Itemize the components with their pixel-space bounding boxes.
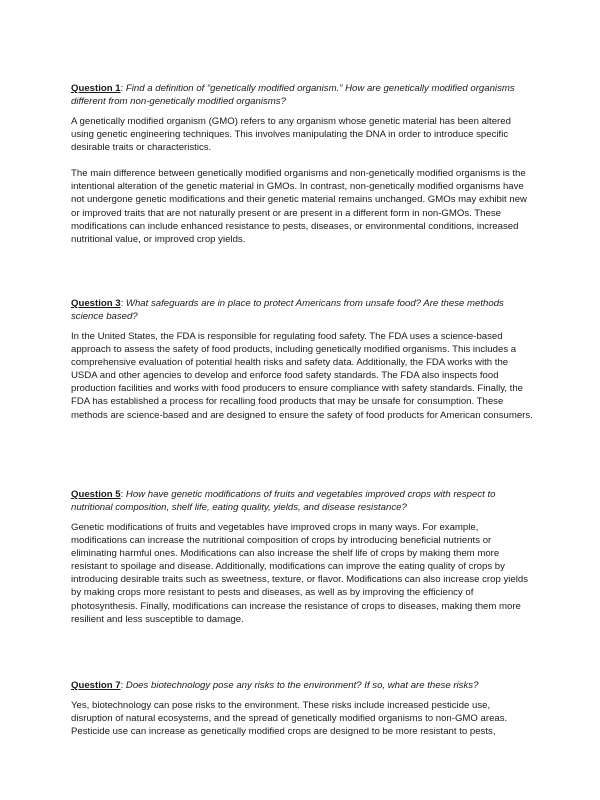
question-7-separator: :: [120, 680, 124, 691]
question-3-prompt: [71, 297, 533, 323]
question-5-separator: :: [120, 489, 124, 500]
question-3-label: Question 3: [71, 298, 121, 309]
question-1-prompt: [71, 82, 533, 108]
question-1-separator: :: [120, 83, 124, 94]
question-5-answer-paragraph-1: Genetic modifications of fruits and vegetables have improved crops in many ways. For example, modifications can increase the nutritional composition of crops by introducing beneficial nutrients or eliminating harmful ones. Modifications can also increase the shelf life of crops by making them more resistant to spoilage and disease. Additionally, modifications can improve the eating quality of crops by introducing desirable traits such as sweetness, texture, or flavor. Modifications can also increase crop yields by making crops more resistant to pests and diseases, as well as by improving the efficiency of photosynthesis. Finally, modifications can increase the resistance of crops to diseases, making them more resilient and less susceptible to damage.: [71, 522, 528, 625]
question-7-answer-paragraph-1: Yes, biotechnology can pose risks to the environment. These risks include increased pesticide use, disruption of natural ecosystems, and the spread of genetically modified organisms to non-GMO areas. Pesticide use can increase as genetically modified crops are designed to be more resistant to pests,: [71, 700, 508, 738]
question-1-section: [71, 82, 533, 246]
question-7-text: Does biotechnology pose any risks to the environment? If so, what are these risks?: [123, 680, 479, 691]
question-5-section: [71, 488, 533, 626]
question-1-answer-paragraph-1: A genetically modified organism (GMO) refers to any organism whose genetic material has been altered using genetic engineering techniques. This involves manipulating the DNA in order to introduce specific desirable traits or characteristics.: [71, 116, 511, 154]
question-1-answer-paragraph-2: The main difference between genetically modified organisms and non-genetically modified organisms is the intentional alteration of the genetic material in GMOs. In contrast, non-genetically modified organisms have not undergone genetic modifications and their genetic material remains unchanged. GMOs may exhibit new or improved traits that are not naturally present or are present in a different form in non-GMOs. These modifications can include enhanced resistance to pests, diseases, or environmental conditions, increased nutritional value, or improved crop yields.: [71, 168, 527, 245]
question-3-section: [71, 297, 533, 422]
question-3-answer-paragraph-1: In the United States, the FDA is responsible for regulating food safety. The FDA uses a science-based approach to assess the safety of food products, including genetically modified organisms. This includes a comprehensive evaluation of potential health risks and safety data. Additionally, the FDA works with the USDA and other agencies to develop and enforce food safety standards. The FDA also inspects food production facilities and works with food producers to ensure compliance with safety standards. Finally, the FDA has established a process for recalling food products that may be unsafe for consumption. These methods are science-based and are designed to ensure the safety of food products for American consumers.: [71, 331, 533, 421]
question-3-separator: :: [120, 298, 124, 309]
question-5-text: How have genetic modifications of fruits and vegetables improved crops with respect to nutritional composition, shelf life, eating quality, yields, and disease resistance?: [71, 489, 496, 513]
question-5-prompt: [71, 488, 533, 514]
question-7-section: [71, 679, 533, 738]
question-3-text: What safeguards are in place to protect Americans from unsafe food? Are these methods science based?: [71, 298, 504, 322]
question-1-label: Question 1: [71, 83, 121, 94]
question-5-label: Question 5: [71, 489, 121, 500]
question-1-text: Find a definition of “genetically modified organism.” How are genetically modified organisms different from non-genetically modified organisms?: [71, 83, 515, 107]
question-7-prompt: [71, 679, 533, 692]
question-7-label: Question 7: [71, 680, 121, 691]
